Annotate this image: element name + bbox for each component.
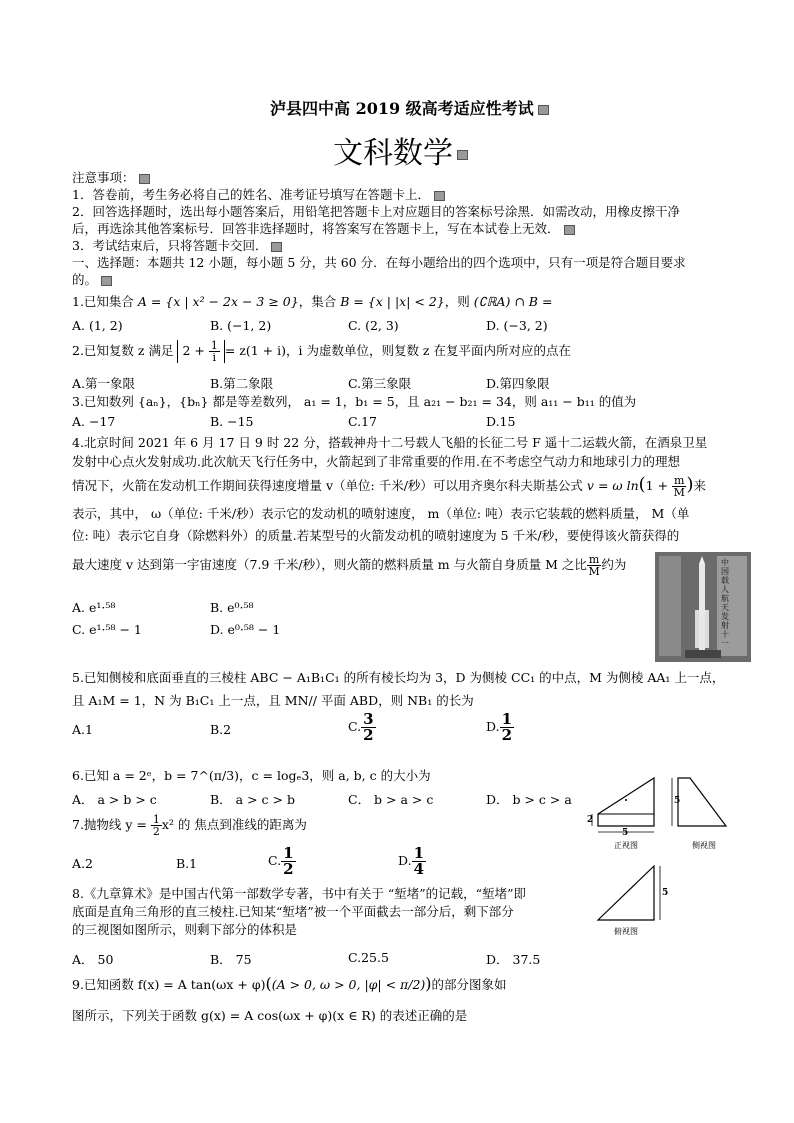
note-1: 1．答卷前，考生务必将自己的姓名、准考证号填写在答题卡上． [72, 185, 445, 203]
image-icon [538, 105, 549, 115]
q6-option-c: C． b > a > c [348, 792, 434, 807]
q3-option-b: B. −15 [210, 414, 254, 429]
question-2: 2.已知复数 z 满足 2 + $\frac{1}{i}$ = z(1 + i)，i 为虚数单位，则复数 z 在复平面内所对应的点在 [72, 339, 571, 364]
q1-option-d: D. (−3, 2) [486, 318, 548, 333]
q1-option-c: C. (2, 3) [348, 318, 399, 333]
q1-option-a: A. (1, 2) [72, 318, 123, 333]
image-icon [101, 276, 112, 286]
q9-line-1: 9.已知函数 f(x) = A tan(ωx + φ)((A > 0, ω > 0, |φ| < π/2))的部分图象如 [72, 974, 507, 993]
abs-value: 2 + $\frac{1}{i}$ [177, 340, 224, 363]
front-view-label: 正视图 [614, 841, 638, 850]
question-3: 3.已知数列 {aₙ}，{bₙ} 都是等差数列， a₁ = 1，b₁ = 5，且 a₂₁ − b₂₁ = 34，则 a₁₁ − b₁₁ 的值为 [72, 394, 637, 409]
q4-line-2: 发射中心点火发射成功.此次航天飞行任务中，火箭起到了非常重要的作用.在不考虑空气动力和地球引力的理想 [72, 454, 680, 469]
q4-line-4: 表示，其中， ω（单位: 千米/秒）表示它的发动机的喷射速度， m（单位: 吨）表示它装载的燃料质量， M（单 [72, 506, 690, 521]
q6-option-b: B． a > c > b [210, 792, 295, 807]
q8-option-d: D． 37.5 [486, 952, 541, 967]
formula-fraction: $\frac{m}{M}$ [673, 474, 685, 499]
image-icon [271, 242, 282, 252]
q3-option-d: D.15 [486, 414, 516, 429]
set-a-expr: A = {x | x² − 2x − 3 ≥ 0} [137, 294, 299, 309]
q8-option-a: A． 50 [72, 952, 114, 967]
image-icon [457, 150, 468, 160]
q7-option-b: B.1 [176, 856, 198, 871]
rocket-photo [655, 552, 751, 662]
fraction: $\frac{1}{i}$ [210, 339, 218, 364]
set-b-expr: B = {x | |x| < 2} [340, 294, 445, 309]
three-view-figure [586, 770, 756, 940]
photo-caption: 中国载人航天发射十一 [721, 558, 729, 648]
image-icon [434, 191, 445, 201]
three-view-drawing [586, 770, 756, 940]
q3-option-a: A. −17 [72, 414, 116, 429]
q7-option-a: A.2 [72, 856, 93, 871]
q5-option-c: C. $\frac{3}{2}$ [348, 710, 374, 744]
q7-option-c: C. $\frac{1}{2}$ [268, 844, 294, 878]
q5-option-d: D. $\frac{1}{2}$ [486, 710, 512, 744]
q4-option-a: A. e¹·⁵⁸ [72, 600, 116, 615]
q2-option-d: D.第四象限 [486, 376, 550, 391]
dim-side-height: 5 [674, 796, 681, 806]
q5-option-b: B.2 [210, 722, 232, 737]
q4-option-c: C. e¹·⁵⁸ − 1 [72, 622, 142, 637]
note-3: 3．考试结束后，只将答题卡交回． [72, 236, 282, 254]
q1-option-b: B. (−1, 2) [210, 318, 272, 333]
ratio-fraction: $\frac{m}{M}$ [588, 553, 600, 578]
q4-option-d: D. e⁰·⁵⁸ − 1 [210, 622, 281, 637]
dim-front-height: 2 [587, 815, 594, 825]
question-7: 7.抛物线 y = $\frac{1}{2}$ x² 的 焦点到准线的距离为 [72, 813, 307, 838]
q4-line-1: 4.北京时间 2021 年 6 月 17 日 9 时 22 分，搭载神舟十二号载人飞船的长征二号 F 遥十二运载火箭，在酒泉卫星 [72, 435, 708, 450]
side-view-label: 侧视图 [692, 841, 716, 850]
q8-line-1: 8.《九章算术》是中国古代第一部数学专著，书中有关于 “堑堵”的记载，“堑堵”即 [72, 886, 526, 901]
q6-option-d: D． b > c > a [486, 792, 572, 807]
q5-line-1: 5.已知侧棱和底面垂直的三棱柱 ABC − A₁B₁C₁ 的所有棱长均为 3，D 为侧棱 CC₁ 的中点，M 为侧棱 AA₁ 上一点， [72, 670, 725, 685]
q6-option-a: A． a > b > c [72, 792, 157, 807]
notes-heading: 注意事项： [72, 168, 150, 186]
subject-title: 文科数学 [333, 128, 468, 172]
section1-line2: 的。 [72, 270, 112, 288]
q8-line-2: 底面是直角三角形的直三棱柱.已知某“堑堵”被一个平面截去一部分后，剩下部分 [72, 904, 514, 919]
q4-line-6: 最大速度 v 达到第一宇宙速度（7.9 千米/秒），则火箭的燃料质量 m 与火箭自身质量 M 之比 $\frac{m}{M}$ 约为 [72, 553, 627, 578]
q4-option-b: B. e⁰·⁵⁸ [210, 600, 254, 615]
note-2b: 后，再选涂其他答案标号．回答非选择题时，将答案写在答题卡上，写在本试卷上无效． [72, 219, 575, 237]
question-1: 1.已知集合 A = {x | x² − 2x − 3 ≥ 0}，集合 B = {x | |x| < 2}，则 (∁ℝA) ∩ B = [72, 294, 553, 309]
set-op-expr: (∁ℝA) ∩ B = [473, 294, 553, 309]
dim-top-height: 5 [662, 888, 669, 898]
q3-option-c: C.17 [348, 414, 377, 429]
note-2a: 2．回答选择题时，选出每小题答案后，用铅笔把答题卡上对应题目的答案标号涂黑．如需改动，用橡皮擦干净 [72, 204, 680, 219]
q7-option-d: D. $\frac{1}{4}$ [398, 844, 424, 878]
q9-line-2: 图所示，下列关于函数 g(x) = A cos(ωx + φ)(x ∈ R) 的表述正确的是 [72, 1008, 468, 1023]
q2-option-a: A.第一象限 [72, 376, 136, 391]
q8-option-c: C.25.5 [348, 950, 389, 965]
dim-front-width: 5 [622, 828, 629, 838]
question-6: 6.已知 a = 2ᵉ，b = 7^(π/3)，c = logₑ3，则 a, b, c 的大小为 [72, 768, 431, 783]
q8-line-3: 的三视图如图所示，则剩下部分的体积是 [72, 922, 298, 937]
q8-option-b: B． 75 [210, 952, 252, 967]
q2-option-c: C.第三象限 [348, 376, 412, 391]
q5-line-2: 且 A₁M = 1，N 为 B₁C₁ 上一点，且 MN// 平面 ABD，则 NB₁ 的长为 [72, 693, 474, 708]
q5-option-a: A.1 [72, 722, 93, 737]
q4-line-3: 情况下，火箭在发动机工作期间获得速度增量 v（单位: 千米/秒）可以用齐奥尔科夫斯基公式 v = ω ln(1 + $\frac{m}{M}$ )来 [72, 474, 707, 499]
image-icon [139, 174, 150, 184]
section1-line1: 一、选择题：本题共 12 小题，每小题 5 分，共 60 分．在每小题给出的四个选项中，只有一项是符合题目要求 [72, 255, 686, 270]
image-icon [564, 225, 575, 235]
q4-line-5: 位: 吨）表示它自身（除燃料外）的质量.若某型号的火箭发动机的喷射速度为 5 千米/秒，要使得该火箭获得的 [72, 528, 680, 543]
exam-title: 泸县四中高 2019 级高考适应性考试 [270, 96, 549, 119]
q2-option-b: B.第二象限 [210, 376, 274, 391]
q7-fraction: $\frac{1}{2}$ [152, 813, 160, 838]
top-view-label: 俯视图 [614, 927, 638, 936]
